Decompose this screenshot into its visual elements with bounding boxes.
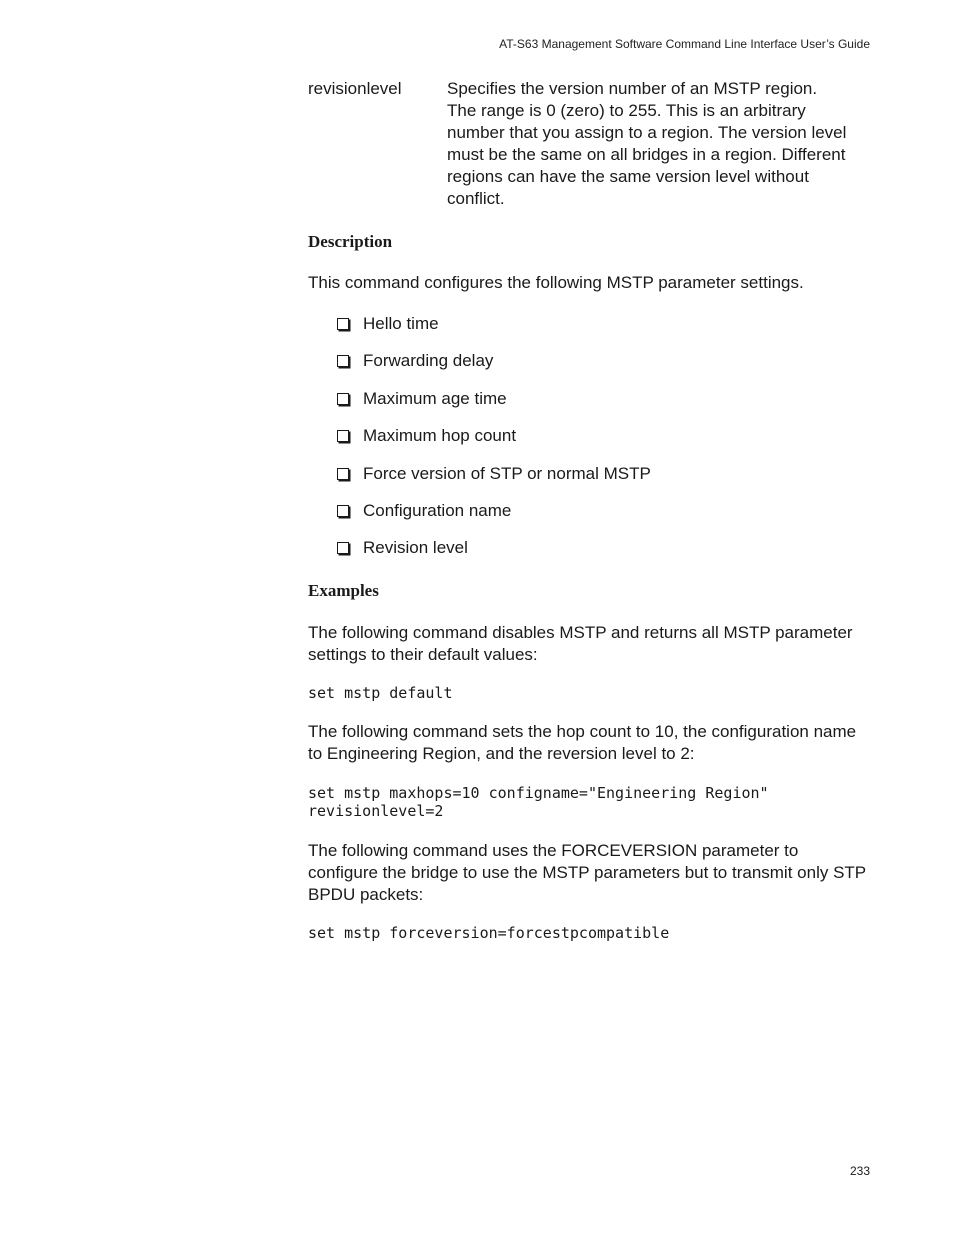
description-intro: This command configures the following MSTP parameter settings.: [308, 273, 804, 292]
page-number: 233: [849, 1164, 870, 1178]
list-item: Force version of STP or normal MSTP: [337, 463, 651, 485]
checkbox-bullet-icon: [337, 393, 349, 405]
example-text: The following command disables MSTP and returns all MSTP parameter settings to their default values:: [308, 623, 853, 664]
checkbox-bullet-icon: [337, 468, 349, 480]
list-item: Maximum hop count: [337, 425, 516, 447]
description-heading: Description: [308, 232, 393, 251]
list-item: Hello time: [337, 313, 439, 335]
example-code: set mstp forceversion=forcestpcompatible: [308, 924, 670, 942]
examples-heading: Examples: [308, 581, 379, 600]
list-item: Revision level: [337, 537, 468, 559]
example-code: set mstp default: [308, 684, 453, 702]
parameter-name: revisionlevel: [308, 79, 402, 98]
checkbox-bullet-icon: [337, 430, 349, 442]
checkbox-bullet-icon: [337, 355, 349, 367]
running-header: AT-S63 Management Software Command Line Interface User’s Guide: [499, 37, 870, 51]
example-code: set mstp maxhops=10 configname="Engineering Region" revisionlevel=2: [308, 784, 769, 820]
checkbox-bullet-icon: [337, 505, 349, 517]
parameter-description: Specifies the version number of an MSTP region. The range is 0 (zero) to 255. This is an arbitrary number that you assign to a region. The version level must be the same on all bridges in a region. Different regions can have the same version level without conflict.: [447, 79, 847, 208]
list-item: Maximum age time: [337, 388, 507, 410]
checkbox-bullet-icon: [337, 318, 349, 330]
example-text: The following command uses the FORCEVERSION parameter to configure the bridge to use the MSTP parameters but to transmit only STP BPDU packets:: [308, 841, 866, 904]
checkbox-bullet-icon: [337, 542, 349, 554]
list-item: Forwarding delay: [337, 350, 493, 372]
list-item: Configuration name: [337, 500, 511, 522]
example-text: The following command sets the hop count to 10, the configuration name to Engineering Region, and the reversion level to 2:: [308, 722, 857, 763]
